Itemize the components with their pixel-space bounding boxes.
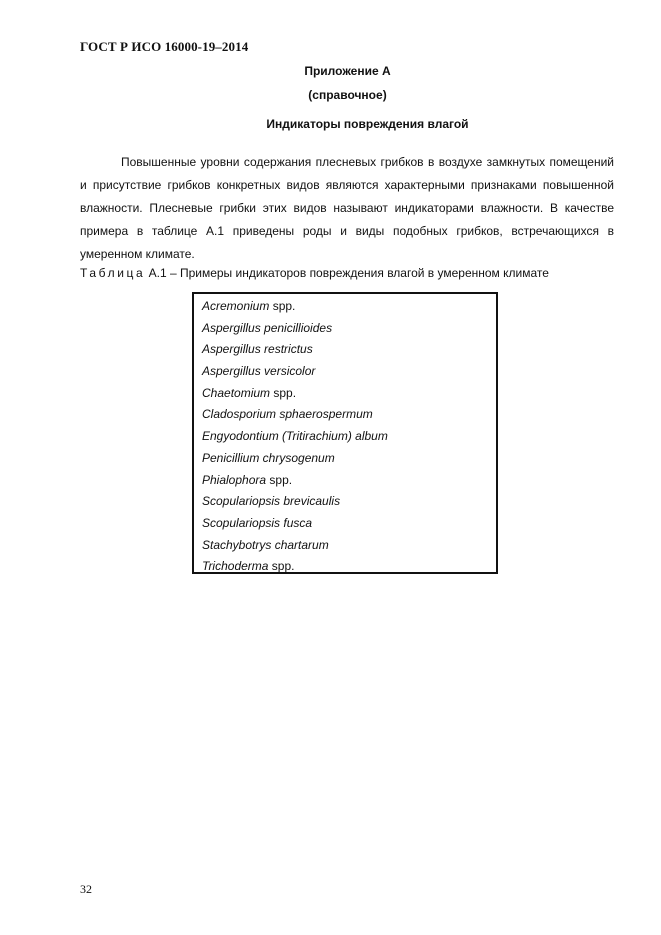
table-row [202, 296, 496, 318]
table-row [202, 556, 496, 578]
table-row [202, 318, 496, 340]
species-name: Scopulariopsis brevicaulis [202, 494, 341, 509]
species-name: Phialophora [202, 472, 267, 487]
species-name: Aspergillus versicolor [202, 364, 316, 379]
species-name: Stachybotrys chartarum [202, 537, 329, 552]
table-row [202, 339, 496, 361]
species-suffix: spp. [270, 385, 297, 400]
species-suffix: spp. [268, 559, 295, 574]
section-title: Индикаторы повреждения влагой [266, 117, 469, 131]
species-name: Penicillium chrysogenum [202, 450, 335, 465]
body-paragraph: Повышенные уровни содержания плесневых грибков в воздухе замкнутых помещений и присутствие грибков конкретных видов являются характерными признаками повышенной влажности. Плесневые грибки этих видов называют индикаторами влажности. В качестве примера в таблице А.1 приведены роды и виды подобных грибков, встречающихся в умеренном климате. [80, 155, 614, 261]
table-row [202, 470, 496, 492]
table-row [202, 491, 496, 513]
appendix-note: (справочное) [308, 88, 387, 102]
species-list [194, 294, 496, 578]
document-code: ГОСТ Р ИСО 16000-19–2014 [80, 39, 249, 54]
species-suffix: spp. [266, 472, 293, 487]
table-row [202, 513, 496, 535]
table-row [202, 426, 496, 448]
species-name: Aspergillus restrictus [202, 342, 313, 357]
species-table [192, 292, 498, 574]
species-name: Cladosporium sphaerospermum [202, 407, 373, 422]
page-number: 32 [80, 882, 92, 896]
species-suffix: spp. [269, 299, 296, 313]
species-name: Trichoderma [202, 559, 269, 574]
table-caption [80, 266, 549, 280]
species-name: Acremonium [202, 299, 270, 313]
table-row [202, 404, 496, 426]
species-name: Engyodontium (Tritirachium) album [202, 429, 388, 444]
table-row [202, 535, 496, 557]
table-caption-text: А.1 – Примеры индикаторов повреждения влагой в умеренном климате [145, 266, 549, 280]
species-name: Scopulariopsis fusca [202, 515, 313, 530]
species-name: Aspergillus penicillioides [202, 320, 333, 335]
table-row [202, 448, 496, 470]
table-row [202, 383, 496, 405]
table-caption-label: Таблица [80, 266, 146, 280]
appendix-title: Приложение А [304, 64, 391, 78]
species-name: Chaetomium [202, 385, 271, 400]
table-row [202, 361, 496, 383]
